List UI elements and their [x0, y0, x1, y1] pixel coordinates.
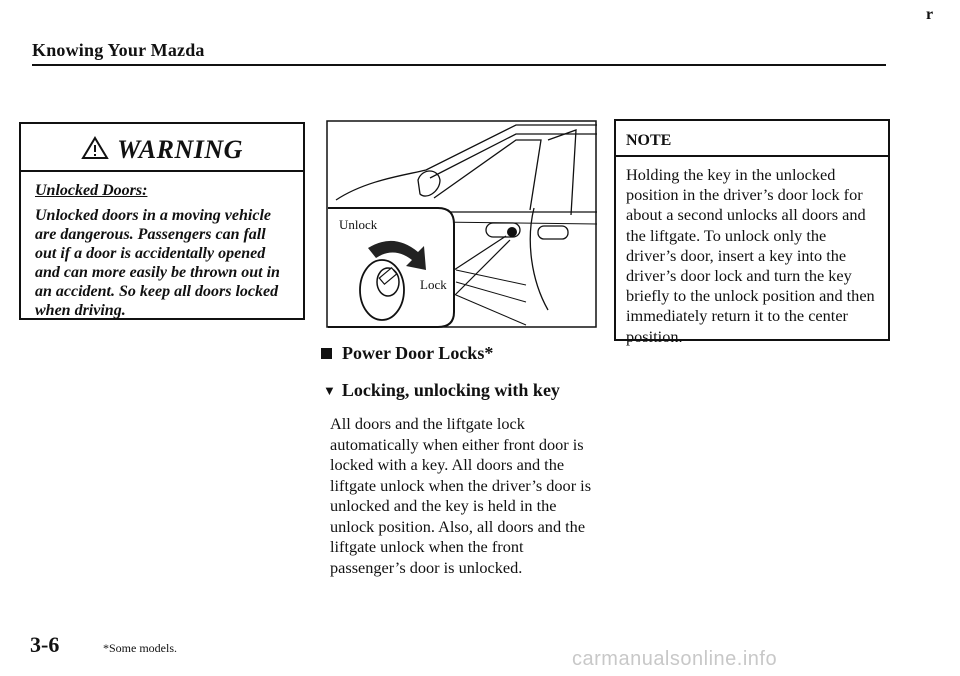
warning-title: WARNING: [117, 135, 243, 164]
header-rule: [32, 64, 886, 66]
square-bullet-icon: [321, 348, 332, 359]
warning-header: [21, 124, 303, 172]
page-number: 3-6: [30, 632, 60, 657]
unlock-label: Unlock: [339, 217, 378, 232]
warning-triangle-icon: [81, 136, 109, 165]
lock-label: Lock: [420, 277, 447, 292]
section-body-text: All doors and the liftgate lock automatically when either front door is locked with a key. All doors and the liftgate unlock when the driver’s door is unlocked and the key is held in the unlock position. Also, all doors and the liftgate unlock when the front passenger’s door is unlocked.: [330, 414, 592, 577]
warning-box: [19, 122, 305, 320]
watermark: carmanualsonline.info: [572, 648, 778, 670]
warning-subtitle: Unlocked Doors:: [35, 182, 148, 199]
note-title: NOTE: [616, 121, 888, 157]
footnote: *Some models.: [103, 641, 177, 655]
door-lock-illustration: [326, 120, 597, 328]
section-heading: [321, 343, 493, 364]
note-text: Holding the key in the unlocked position in the driver’s door lock for about a second unlocks all doors and the liftgate. To unlock only the driver’s door, insert a key into the driver’s door lock and turn the key briefly to the unlock position and then immediately return it to the center position.: [626, 165, 875, 346]
corner-mark: r: [926, 6, 934, 23]
note-box: [614, 119, 890, 346]
down-triangle-icon: ▼: [323, 382, 336, 398]
subsection-heading: [323, 380, 560, 401]
warning-text: Unlocked doors in a moving vehicle are dangerous. Passengers can fall out if a door is accidentally opened and can more easily be thrown out in an accident. So keep all doors locked when driving.: [35, 207, 280, 319]
subsection-heading-text: Locking, unlocking with key: [341, 380, 560, 400]
section-heading-text: Power Door Locks*: [342, 343, 494, 363]
page-header-title: Knowing Your Mazda: [32, 40, 205, 60]
